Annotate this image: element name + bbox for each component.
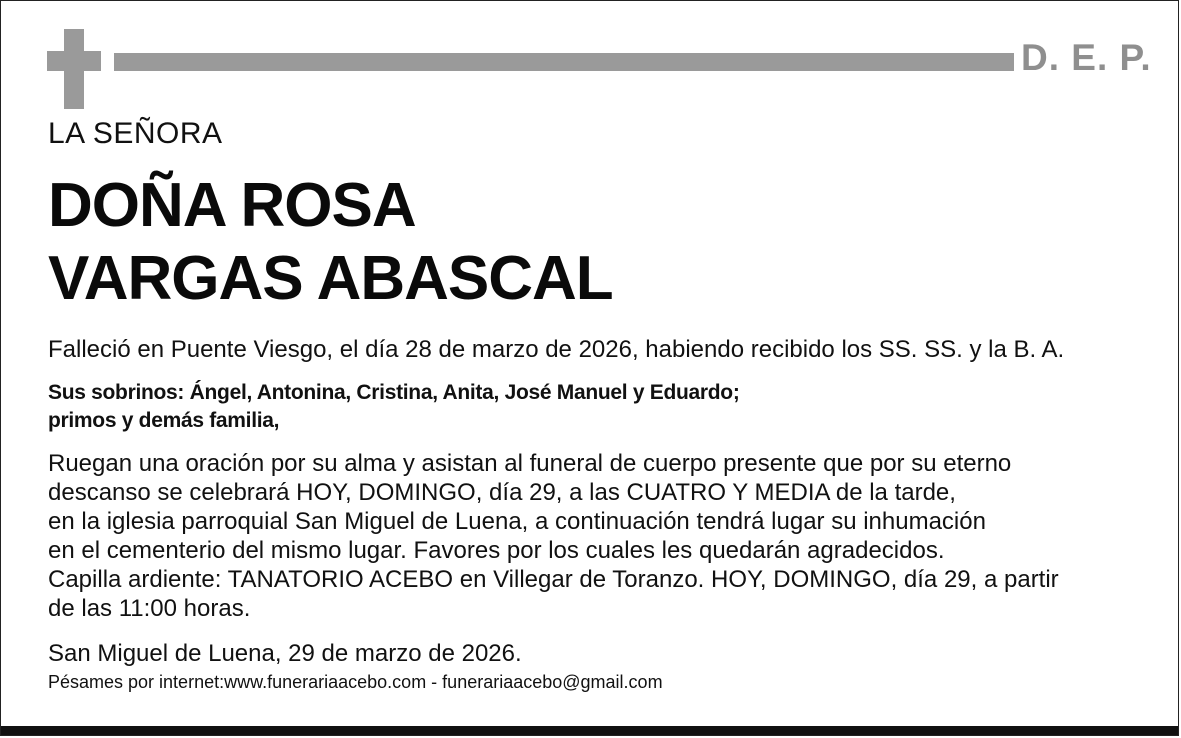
death-notice: Falleció en Puente Viesgo, el día 28 de marzo de 2026, habiendo recibido los SS. SS. y la B. A.	[48, 336, 1065, 363]
bottom-bar	[1, 726, 1178, 735]
condolences-line: Pésames por internet:www.funerariaacebo.com - funerariaacebo@gmail.com	[48, 672, 663, 692]
header-rule	[114, 53, 1014, 71]
body-line-4: en el cementerio del mismo lugar. Favores por los cuales les quedarán agradecidos.	[48, 537, 945, 564]
dep-label: D. E. P.	[1021, 37, 1152, 78]
family-line-2: primos y demás familia,	[48, 409, 280, 432]
body-line-3: en la iglesia parroquial San Miguel de Luena, a continuación tendrá lugar su inhumación	[48, 508, 986, 535]
cross-icon	[47, 29, 101, 109]
place-date: San Miguel de Luena, 29 de marzo de 2026.	[48, 640, 522, 667]
body-line-6: de las 11:00 horas.	[48, 595, 251, 622]
body-line-5: Capilla ardiente: TANATORIO ACEBO en Villegar de Toranzo. HOY, DOMINGO, día 29, a partir	[48, 566, 1059, 593]
intro-label: LA SEÑORA	[48, 117, 223, 150]
deceased-name-line-2: VARGAS ABASCAL	[48, 244, 613, 313]
body-line-2: descanso se celebrará HOY, DOMINGO, día 29, a las CUATRO Y MEDIA de la tarde,	[48, 479, 956, 506]
deceased-name-line-1: DOÑA ROSA	[48, 171, 416, 240]
family-line-1: Sus sobrinos: Ángel, Antonina, Cristina, Anita, José Manuel y Eduardo;	[48, 381, 740, 404]
body-line-1: Ruegan una oración por su alma y asistan al funeral de cuerpo presente que por su eterno	[48, 450, 1012, 477]
